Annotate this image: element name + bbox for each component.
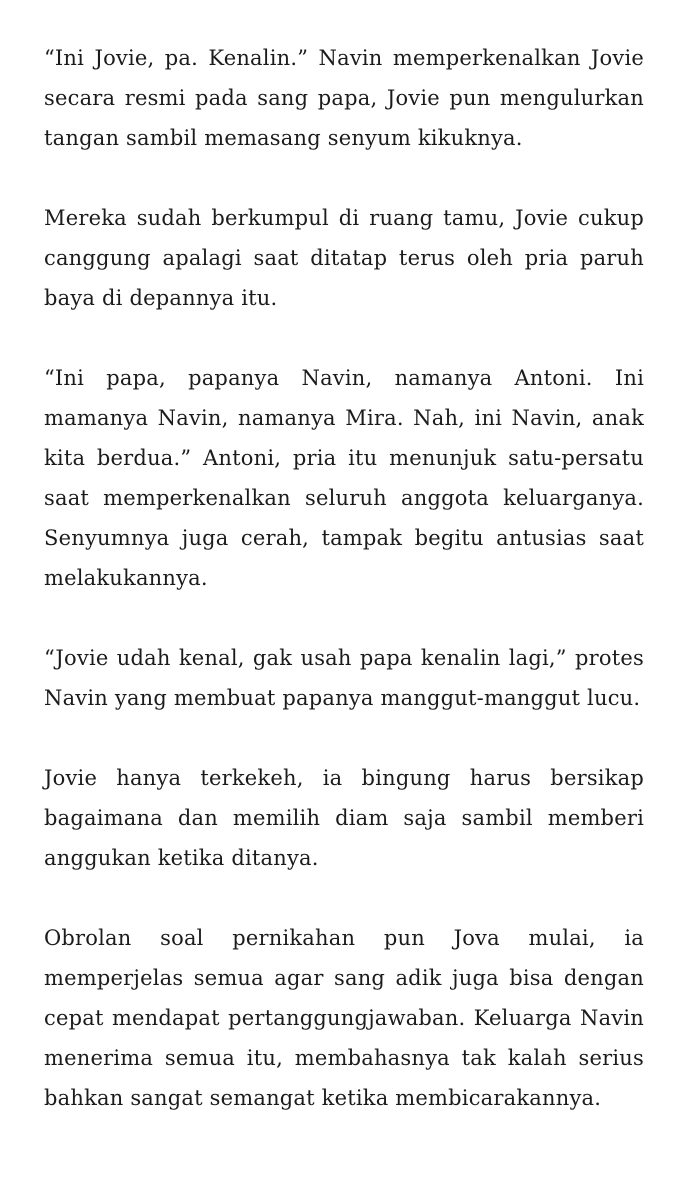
story-paragraph: “Ini papa, papanya Navin, namanya Antoni. Ini mamanya Navin, namanya Mira. Nah, ini Navin, anak kita berdua.” Antoni, pria itu menunjuk satu-persatu saat memperkenalkan seluruh anggota keluarganya. Senyumnya juga cerah, tampak begitu antusias saat melakukannya. — [44, 366, 644, 590]
story-paragraph: Mereka sudah berkumpul di ruang tamu, Jovie cukup canggung apalagi saat ditatap terus oleh pria paruh baya di depannya itu. — [44, 206, 644, 310]
story-paragraph: “Ini Jovie, pa. Kenalin.” Navin memperkenalkan Jovie secara resmi pada sang papa, Jovie pun mengulurkan tangan sambil memasang senyum kikuknya. — [44, 46, 644, 150]
story-paragraph: Jovie hanya terkekeh, ia bingung harus bersikap bagaimana dan memilih diam saja sambil memberi anggukan ketika ditanya. — [44, 766, 644, 870]
story-paragraph: “Jovie udah kenal, gak usah papa kenalin lagi,” protes Navin yang membuat papanya manggut-manggut lucu. — [44, 646, 644, 710]
story-paragraph: Obrolan soal pernikahan pun Jova mulai, ia memperjelas semua agar sang adik juga bisa dengan cepat mendapat pertanggungjawaban. Keluarga Navin menerima semua itu, membahasnya tak kalah serius bahkan sangat semangat ketika membicarakannya. — [44, 926, 644, 1110]
